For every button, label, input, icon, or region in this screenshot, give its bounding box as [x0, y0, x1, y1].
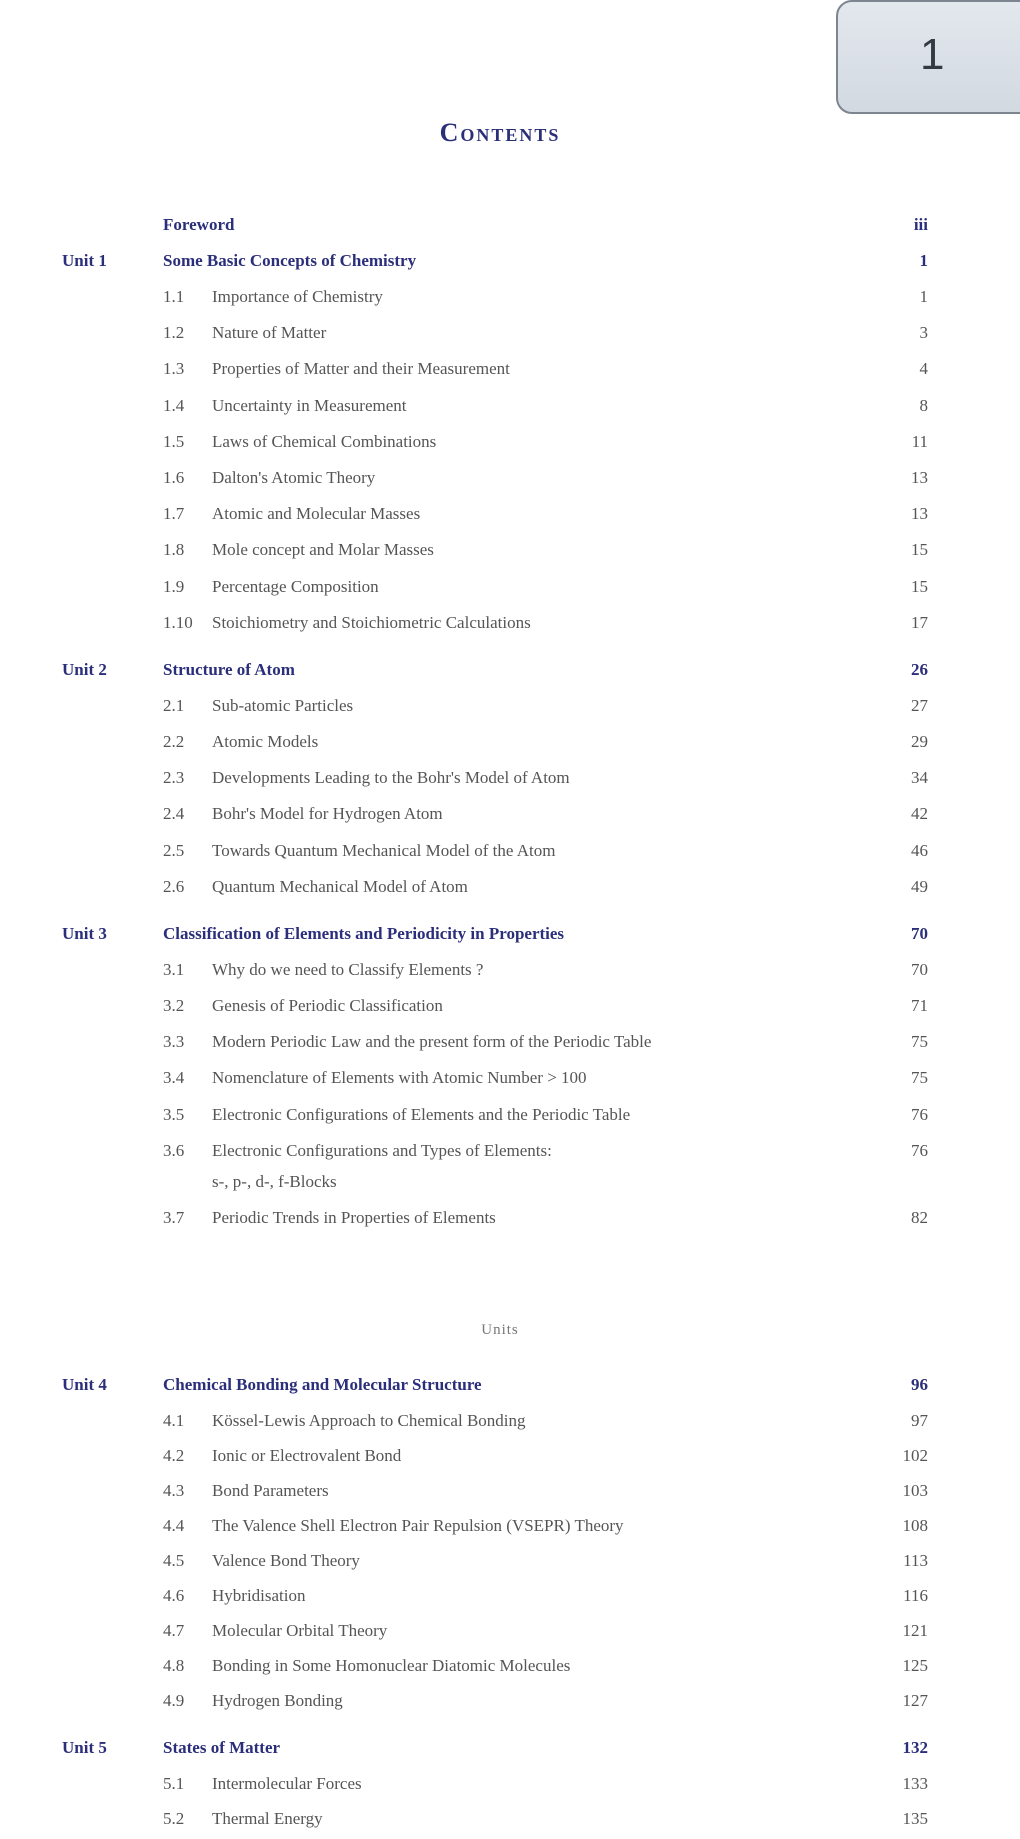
toc-section-row[interactable] [0, 540, 1020, 570]
section-title: Periodic Trends in Properties of Elements [212, 1208, 496, 1227]
section-page-number: 15 [911, 540, 928, 560]
section-page-number: 70 [911, 959, 928, 979]
unit-page-number: 132 [902, 1738, 928, 1757]
section-number: 4.7 [163, 1621, 185, 1640]
section-number: 1.7 [163, 504, 185, 524]
section-page-number: 121 [902, 1621, 928, 1640]
section-page-number: 71 [911, 996, 928, 1015]
toc-section-row[interactable] [0, 613, 1020, 643]
unit-title: Chemical Bonding and Molecular Structure [163, 1375, 482, 1394]
section-page-number: 8 [919, 395, 928, 415]
toc-foreword[interactable] [0, 215, 1020, 245]
toc-unit-row[interactable] [0, 660, 1020, 690]
section-title: Developments Leading to the Bohr's Model of Atom [212, 768, 570, 788]
section-title: Properties of Matter and their Measurement [212, 359, 510, 379]
toc-section-row[interactable] [0, 1140, 1020, 1191]
section-number: 4.3 [163, 1481, 185, 1500]
section-number: 2.6 [163, 876, 185, 896]
section-title: Sub-atomic Particles [212, 695, 354, 715]
section-page-number: 75 [911, 1032, 928, 1052]
section-title: Quantum Mechanical Model of Atom [212, 876, 468, 896]
section-title: Mole concept and Molar Masses [212, 540, 434, 560]
unit-number: Unit 5 [62, 1738, 107, 1757]
section-title: Valence Bond Theory [212, 1551, 360, 1570]
unit-page-number: 70 [911, 923, 928, 943]
foreword-page: iii [913, 215, 928, 234]
toc-section-row[interactable] [0, 1208, 1020, 1238]
section-title: Importance of Chemistry [212, 287, 383, 306]
page-number: 1 [920, 30, 945, 79]
section-page-number: 108 [902, 1516, 928, 1535]
section-number: 1.4 [163, 395, 185, 415]
section-number: 3.3 [163, 1032, 185, 1052]
unit-title: Classification of Elements and Periodicity in Properties [163, 923, 565, 943]
section-title: Why do we need to Classify Elements ? [212, 959, 484, 979]
section-number: 1.10 [163, 612, 193, 632]
toc-section-row[interactable] [0, 732, 1020, 762]
section-title: Thermal Energy [212, 1809, 323, 1828]
section-page-number: 15 [911, 576, 928, 596]
section-number: 4.8 [163, 1656, 185, 1675]
section-title: Bond Parameters [212, 1481, 329, 1500]
section-page-number: 76 [911, 1140, 928, 1160]
section-title: Towards Quantum Mechanical Model of the Atom [212, 840, 556, 860]
toc-section-row[interactable] [0, 1481, 1020, 1511]
section-page-number: 135 [902, 1809, 928, 1828]
section-page-number: 127 [902, 1691, 928, 1710]
section-page-number: 13 [911, 504, 928, 524]
section-number: 2.1 [163, 695, 185, 715]
section-number: 2.2 [163, 732, 185, 751]
toc-section-row[interactable] [0, 1068, 1020, 1098]
section-title: Uncertainty in Measurement [212, 395, 407, 415]
section-page-number: 113 [903, 1551, 928, 1570]
section-page-number: 17 [911, 612, 928, 632]
toc-section-row[interactable] [0, 577, 1020, 607]
section-number: 2.4 [163, 804, 185, 824]
section-title: Kössel-Lewis Approach to Chemical Bonding [212, 1411, 526, 1430]
unit-page-number: 1 [919, 251, 928, 270]
section-number: 5.2 [163, 1809, 185, 1828]
section-number: 3.1 [163, 959, 185, 979]
section-number: 4.4 [163, 1516, 185, 1535]
toc-section-row[interactable] [0, 1411, 1020, 1441]
section-page-number: 133 [902, 1774, 928, 1793]
section-page-number: 42 [911, 804, 928, 824]
section-page-number: 3 [919, 323, 928, 343]
section-title: Laws of Chemical Combinations [212, 431, 437, 451]
section-number: 1.2 [163, 323, 185, 343]
section-page-number: 29 [911, 732, 928, 751]
section-page-number: 13 [911, 468, 928, 487]
toc-unit-row[interactable] [0, 251, 1020, 281]
section-number: 4.9 [163, 1691, 185, 1710]
section-title: Electronic Configurations and Types of Elements: [212, 1140, 552, 1160]
foreword-label: Foreword [163, 215, 235, 234]
section-title: Molecular Orbital Theory [212, 1621, 388, 1640]
section-title: Ionic or Electrovalent Bond [212, 1446, 402, 1465]
section-number: 4.2 [163, 1446, 185, 1465]
toc-section-row[interactable] [0, 1032, 1020, 1062]
toc-section-row[interactable] [0, 804, 1020, 834]
section-page-number: 116 [903, 1586, 928, 1605]
section-number: 1.5 [163, 431, 185, 451]
toc-section-row[interactable] [0, 1551, 1020, 1581]
section-title: Modern Periodic Law and the present form of the Periodic Table [212, 1032, 652, 1052]
section-page-number: 82 [911, 1208, 928, 1227]
toc-section-row[interactable] [0, 323, 1020, 353]
toc-unit-row[interactable] [0, 1375, 1020, 1405]
toc-section-row[interactable] [0, 1774, 1020, 1804]
section-number: 1.3 [163, 359, 185, 379]
section-page-number: 102 [902, 1446, 928, 1465]
toc-section-row[interactable] [0, 396, 1020, 426]
section-title: Nature of Matter [212, 323, 327, 343]
unit-number: Unit 3 [62, 923, 107, 943]
section-page-number: 125 [902, 1656, 928, 1675]
unit-title: States of Matter [163, 1738, 281, 1757]
section-number: 1.9 [163, 576, 185, 596]
section-number: 4.6 [163, 1586, 185, 1605]
section-title: Atomic and Molecular Masses [212, 504, 421, 524]
section-page-number: 11 [911, 431, 928, 451]
section-title: Intermolecular Forces [212, 1774, 362, 1793]
toc-section-row[interactable] [0, 877, 1020, 907]
section-number: 5.1 [163, 1774, 185, 1793]
section-title: Percentage Composition [212, 576, 379, 596]
section-page-number: 46 [911, 840, 928, 860]
unit-number: Unit 1 [62, 251, 107, 270]
section-number: 4.5 [163, 1551, 185, 1570]
unit-title: Some Basic Concepts of Chemistry [163, 251, 417, 270]
section-number: 3.4 [163, 1068, 185, 1088]
toc-section-row[interactable] [0, 960, 1020, 990]
section-page-number: 103 [902, 1481, 928, 1500]
unit-number: Unit 4 [62, 1375, 107, 1394]
toc-section-row[interactable] [0, 1656, 1020, 1686]
toc-section-row[interactable] [0, 841, 1020, 871]
unit-number: Unit 2 [62, 659, 107, 679]
section-number: 4.1 [163, 1411, 185, 1430]
toc-section-row[interactable] [0, 1586, 1020, 1616]
section-title: Hybridisation [212, 1586, 306, 1605]
units-divider: Units [481, 1322, 519, 1338]
section-page-number: 76 [911, 1104, 928, 1124]
section-page-number: 1 [919, 287, 928, 306]
section-number: 2.5 [163, 840, 185, 860]
unit-title: Structure of Atom [163, 659, 295, 679]
toc-unit-row[interactable] [0, 1738, 1020, 1768]
section-title: Atomic Models [212, 732, 319, 751]
section-title: Bonding in Some Homonuclear Diatomic Molecules [212, 1656, 571, 1675]
section-title: Dalton's Atomic Theory [212, 468, 376, 487]
toc-section-row[interactable] [0, 432, 1020, 462]
unit-page-number: 96 [911, 1375, 928, 1394]
section-page-number: 34 [911, 768, 928, 788]
toc-section-row[interactable] [0, 768, 1020, 798]
toc-section-row[interactable] [0, 996, 1020, 1026]
section-title: Nomenclature of Elements with Atomic Number > 100 [212, 1068, 587, 1088]
toc-section-row[interactable] [0, 1691, 1020, 1721]
section-number: 3.7 [163, 1208, 185, 1227]
toc-section-row[interactable] [0, 1105, 1020, 1135]
page-number-tab [836, 0, 1020, 114]
toc-section-row[interactable] [0, 468, 1020, 498]
section-number: 1.1 [163, 287, 185, 306]
section-title: Genesis of Periodic Classification [212, 996, 443, 1015]
section-page-number: 49 [911, 876, 928, 896]
toc-section-row[interactable] [0, 504, 1020, 534]
section-number: 3.2 [163, 996, 185, 1015]
section-number: 2.3 [163, 768, 185, 788]
section-number: 3.5 [163, 1104, 185, 1124]
unit-page-number: 26 [911, 659, 928, 679]
section-title: Stoichiometry and Stoichiometric Calculations [212, 612, 531, 632]
toc-section-row[interactable] [0, 359, 1020, 389]
section-title: The Valence Shell Electron Pair Repulsion (VSEPR) Theory [212, 1516, 624, 1535]
toc-section-row[interactable] [0, 1446, 1020, 1476]
section-title: Bohr's Model for Hydrogen Atom [212, 804, 443, 824]
toc-section-row[interactable] [0, 1809, 1020, 1839]
section-page-number: 27 [911, 695, 928, 715]
section-title: Electronic Configurations of Elements and the Periodic Table [212, 1104, 631, 1124]
section-number: 3.6 [163, 1140, 185, 1160]
section-title-continuation: s-, p-, d-, f-Blocks [212, 1171, 337, 1191]
section-title: Hydrogen Bonding [212, 1691, 343, 1710]
toc-section-row[interactable] [0, 1516, 1020, 1546]
section-page-number: 97 [911, 1411, 928, 1430]
toc-unit-row[interactable] [0, 924, 1020, 954]
toc-section-row[interactable] [0, 696, 1020, 726]
section-page-number: 4 [919, 359, 928, 379]
page-title: Contents [439, 118, 561, 147]
section-number: 1.8 [163, 540, 185, 560]
section-number: 1.6 [163, 468, 185, 487]
toc-section-row[interactable] [0, 1621, 1020, 1651]
section-page-number: 75 [911, 1068, 928, 1088]
toc-section-row[interactable] [0, 287, 1020, 317]
